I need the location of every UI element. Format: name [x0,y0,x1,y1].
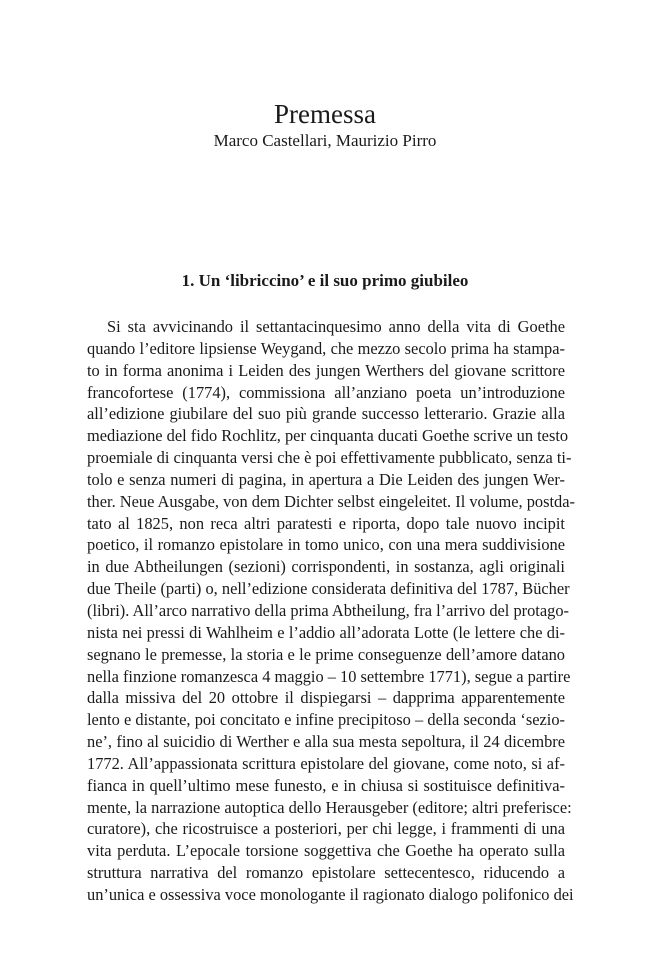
text-run: due [87,579,115,599]
text-run: (sezioni) corrispondenti, in sostanza, agli originali [222,557,565,577]
text-line [87,753,565,775]
section-heading: 1. Un ‘libriccino’ e il suo primo giubileo [181,271,469,290]
italic-run: ther. Neue Ausgabe, von dem Dichter selbst eingeleitet. [87,491,452,511]
text-run: tolo e senza numeri di pagina, in apertura a [87,469,379,489]
text-line [87,818,565,840]
text-line [87,622,565,644]
text-run: un’unica e ossessiva voce monologante il ragionato dialogo polifonico dei [87,884,574,904]
italic-run: Die Leiden des jungen Wer- [378,469,565,489]
text-run: 1772. All’appassionata scrittura epistolare del giovane, come noto, si af- [87,753,565,773]
text-run: nista nei pressi di Wahlheim e l’addio all’adorata Lotte (le lettere che di- [87,622,565,642]
text-line [87,360,565,382]
text-run: (parti) o, nell’edizione considerata definitiva del 1787, [156,579,523,599]
text-line [87,731,565,753]
text-run: (libri). All’arco narrativo della prima [87,600,332,620]
text-run: Si sta avvicinando il settantacinquesimo anno della vita di Goethe [107,317,565,336]
text-run: in due [87,557,134,577]
text-run: to in forma anonima i [87,360,239,380]
text-run: quando l’editore lipsiense Weygand, che mezzo secolo prima ha stampa- [87,338,565,358]
text-run: mediazione del fido Rochlitz, per cinquanta ducati Goethe scrive un testo [87,426,569,446]
authors-line: Marco Castellari, Maurizio Pirro [213,131,437,150]
text-line [87,578,570,600]
text-line [87,534,565,556]
text-line [87,338,565,360]
italic-run: Herausgeber [325,797,409,817]
text-run: proemiale di cinquanta versi che è poi effettivamente pubblicato, senza ti- [87,448,572,468]
text-run: Il volume, postda- [451,491,575,511]
text-line [87,556,565,578]
text-line [87,513,565,535]
text-line [87,687,565,709]
text-run: , fra l’arrivo del protago- [405,600,569,620]
text-run: all’edizione giubilare del suo più grande successo letterario. Grazie alla [87,404,565,424]
italic-run: Abtheilungen [133,557,223,577]
italic-run: incipit [523,513,565,533]
text-run: del giovane scrittore [424,360,565,380]
text-run: nella finzione romanzesca 4 maggio – 10 settembre 1771), segue a partire [87,666,571,686]
text-run: ne’, fino al suicidio di Werther e alla sua mesta sepoltura, il 24 dicembre [87,732,565,752]
text-line [87,709,565,731]
text-line [87,666,571,688]
page-title: Premessa [274,99,376,129]
text-line [87,840,565,862]
text-run: poetico, il romanzo epistolare in tomo unico, con una mera suddivisione [87,535,565,555]
text-line [87,469,565,491]
text-line [87,425,569,447]
text-run: tato al 1825, non reca altri paratesti e riporta, dopo tale nuovo [87,513,524,533]
text-run: segnano le premesse, la storia e le prime conseguenze dell’amore datano [87,644,565,664]
text-line [87,382,565,404]
text-run: (editore; altri preferisce: [408,797,572,817]
text-line [87,447,572,469]
body-paragraph [87,316,575,906]
text-run: lento e distante, poi concitato e infine precipitoso – della seconda ‘sezio- [87,710,565,730]
text-line [87,491,575,513]
text-run: mente, la narrazione autoptica dello [87,797,326,817]
italic-run: Theile [114,579,157,599]
text-run: francofortese (1774), commissiona all’anziano poeta un’introduzione [87,382,565,402]
italic-run: Leiden des jungen Werthers [238,360,425,380]
text-line [87,316,565,338]
text-line [87,884,574,906]
text-run: curatore), che ricostruisce [87,819,263,839]
text-line [87,403,565,425]
text-run: vita perduta. L’epocale torsione soggettiva che Goethe ha operato sulla [87,841,565,861]
text-run: struttura narrativa del romanzo epistolare settecentesco, riducendo a [87,863,565,883]
text-line [87,644,565,666]
text-run: dalla missiva del 20 ottobre il dispiegarsi – dapprima apparentemente [87,688,565,708]
text-line [87,600,569,622]
text-run: , per chi legge, i frammenti di una [337,819,565,839]
italic-run: a posteriori [262,819,338,839]
text-line [87,775,565,797]
text-line [87,862,565,884]
text-line [87,797,572,819]
text-run: fianca in quell’ultimo mese funesto, e in chiusa si sostituisce definitiva- [87,775,565,795]
italic-run: Bücher [522,579,570,599]
italic-run: Abtheilung [331,600,406,620]
